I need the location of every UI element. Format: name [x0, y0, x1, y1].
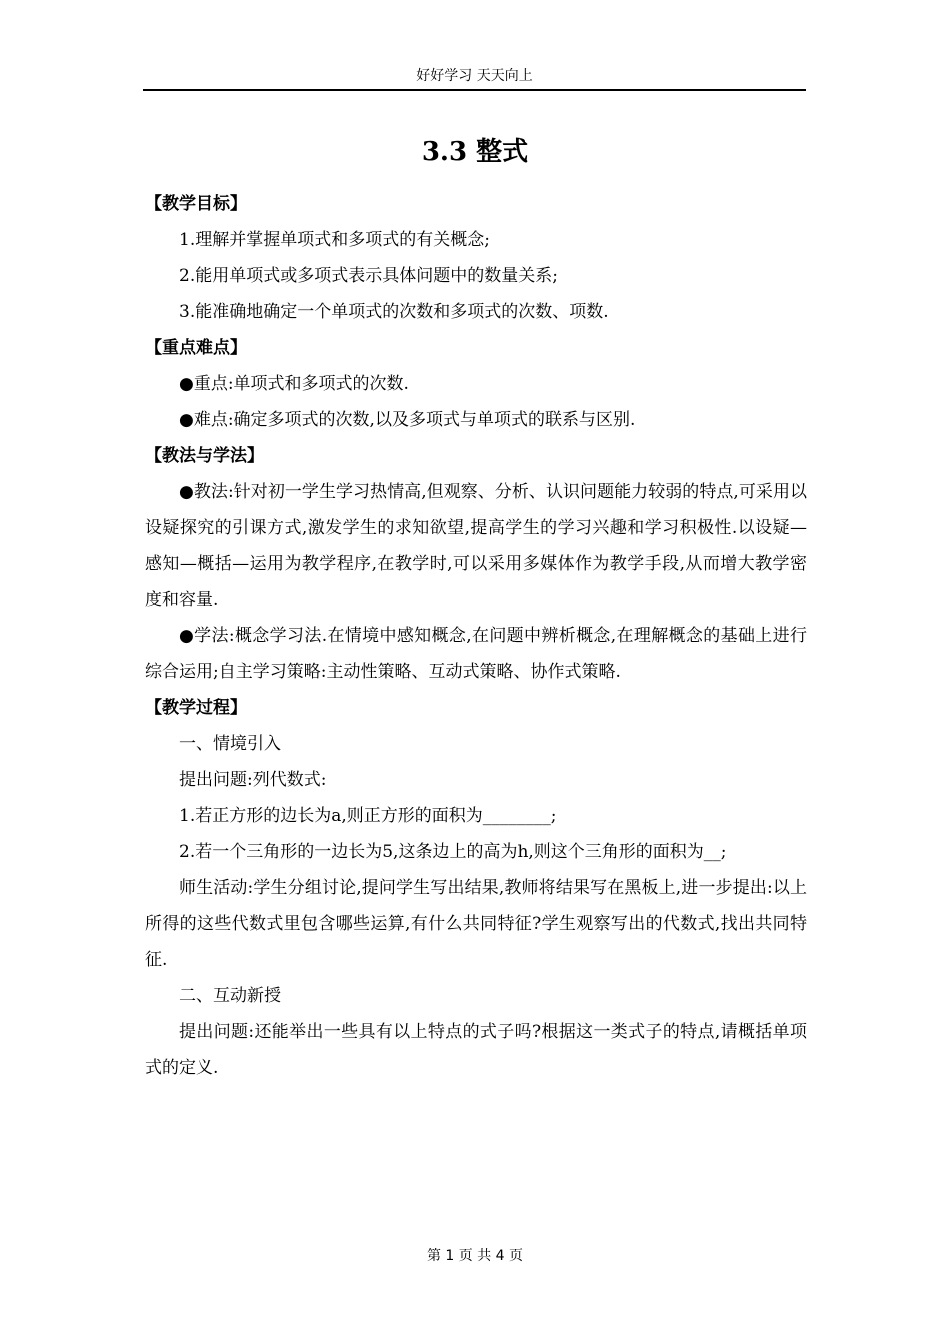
- process-paragraph: 2.若一个三角形的一边长为5,这条边上的高为h,则这个三角形的面积为__;: [179, 842, 727, 862]
- goal-item: 3.能准确地确定一个单项式的次数和多项式的次数、项数.: [179, 302, 609, 322]
- keypoint-item: ●重点:单项式和多项式的次数.: [179, 374, 409, 394]
- section-key-points: [145, 330, 807, 438]
- page-title: 3.3 整式: [421, 137, 529, 167]
- goal-item: 2.能用单项式或多项式表示具体问题中的数量关系;: [179, 266, 558, 286]
- document-body: [145, 186, 807, 1086]
- process-paragraph: 提出问题:还能举出一些具有以上特点的式子吗?根据这一类式子的特点,请概括单项式的定义.: [145, 1022, 807, 1078]
- goal-item: 1.理解并掌握单项式和多项式的有关概念;: [179, 230, 490, 250]
- process-paragraph: 师生活动:学生分组讨论,提问学生写出结果,教师将结果写在黑板上,进一步提出:以上所得的这些代数式里包含哪些运算,有什么共同特征?学生观察写出的代数式,找出共同特征.: [145, 878, 807, 970]
- page-footer: 第 1 页 共 4 页: [426, 1248, 524, 1264]
- section-teaching-process: [145, 690, 807, 1086]
- process-paragraph: 提出问题:列代数式:: [179, 770, 327, 790]
- method-paragraph: ●教法:针对初一学生学习热情高,但观察、分析、认识问题能力较弱的特点,可采用以设疑探究的引课方式,激发学生的求知欲望,提高学生的学习兴趣和学习积极性.以设疑—感知—概括—运用为教学程序,在教学时,可以采用多媒体作为教学手段,从而增大教学密度和容量.: [145, 482, 807, 610]
- keypoint-item: ●难点:确定多项式的次数,以及多项式与单项式的联系与区别.: [179, 410, 636, 430]
- section-heading: 【重点难点】: [145, 338, 247, 358]
- process-paragraph: 1.若正方形的边长为a,则正方形的面积为________;: [179, 806, 557, 826]
- process-paragraph: 一、情境引入: [179, 734, 281, 754]
- section-methods: [145, 438, 807, 690]
- process-paragraph: 二、互动新授: [179, 986, 281, 1006]
- section-teaching-goals: [145, 186, 807, 330]
- page-header: 好好学习 天天向上: [143, 66, 806, 91]
- method-paragraph: ●学法:概念学习法.在情境中感知概念,在问题中辨析概念,在理解概念的基础上进行综合运用;自主学习策略:主动性策略、互动式策略、协作式策略.: [145, 626, 807, 682]
- section-heading: 【教学目标】: [145, 194, 247, 214]
- section-heading: 【教法与学法】: [145, 446, 264, 466]
- section-heading: 【教学过程】: [145, 698, 247, 718]
